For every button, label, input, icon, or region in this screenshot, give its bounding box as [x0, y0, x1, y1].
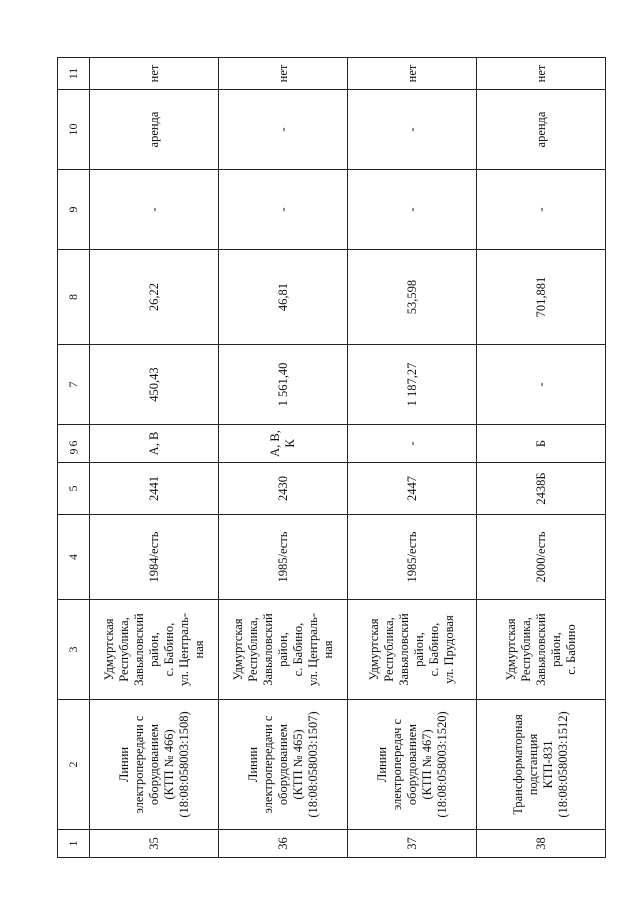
row-number: 35	[90, 830, 219, 858]
cost-value: 701,881	[477, 250, 606, 345]
column-header: 11	[58, 58, 90, 90]
cost-value: 53,598	[348, 250, 477, 345]
row-number: 36	[219, 830, 348, 858]
encumbrance: аренда	[90, 90, 219, 170]
column-header: 2	[58, 700, 90, 830]
column-header: 7	[58, 345, 90, 425]
category: -	[348, 425, 477, 463]
area-value: 1 561,40	[219, 345, 348, 425]
row-number: 37	[348, 830, 477, 858]
area-value: -	[477, 345, 606, 425]
inventory-number: 2447	[348, 463, 477, 515]
category: А, В	[90, 425, 219, 463]
column-header: 8	[58, 250, 90, 345]
inventory-number: 2441	[90, 463, 219, 515]
table-row	[90, 58, 219, 858]
object-name: Линии электропередачи с оборудованием (КТП № 465) (18:08:058003:1507)	[219, 700, 348, 830]
col11-value: нет	[219, 58, 348, 90]
header-row	[58, 58, 90, 858]
row-number: 38	[477, 830, 606, 858]
object-address: Удмуртская Республика, Завьяловский район, с. Бабино, ул. Централь- ная	[219, 600, 348, 700]
object-name: Линии электропередач с оборудованием (КТП № 467) (18:08:058003:1520)	[348, 700, 477, 830]
col11-value: нет	[348, 58, 477, 90]
col9-value: -	[477, 170, 606, 250]
inventory-number: 2430	[219, 463, 348, 515]
object-address: Удмуртская Республика, Завьяловский район, с. Бабино	[477, 600, 606, 700]
col9-value: -	[219, 170, 348, 250]
table-row	[348, 58, 477, 858]
col11-value: нет	[477, 58, 606, 90]
table-row	[477, 58, 606, 858]
table-row	[219, 58, 348, 858]
encumbrance: аренда	[477, 90, 606, 170]
column-header: 4	[58, 515, 90, 600]
column-header: 5	[58, 463, 90, 515]
area-value: 1 187,27	[348, 345, 477, 425]
object-name: Линии электропередачи с оборудованием (КТП № 466) (18:08:058003:1508)	[90, 700, 219, 830]
column-header: 3	[58, 600, 90, 700]
page-number: 9	[66, 448, 81, 455]
year-commissioned: 1984/есть	[90, 515, 219, 600]
cost-value: 26,22	[90, 250, 219, 345]
object-address: Удмуртская Республика, Завьяловский район, с. Бабино, ул. Прудовая	[348, 600, 477, 700]
encumbrance: -	[348, 90, 477, 170]
object-name: Трансформаторная подстанция КТП-831 (18:08:058003:1512)	[477, 700, 606, 830]
category: Б	[477, 425, 606, 463]
column-header: 9	[58, 170, 90, 250]
col11-value: нет	[90, 58, 219, 90]
year-commissioned: 2000/есть	[477, 515, 606, 600]
column-header: 1	[58, 830, 90, 858]
inventory-number: 2438Б	[477, 463, 606, 515]
area-value: 450,43	[90, 345, 219, 425]
category: А, В, К	[219, 425, 348, 463]
col9-value: -	[90, 170, 219, 250]
year-commissioned: 1985/есть	[348, 515, 477, 600]
object-address: Удмуртская Республика, Завьяловский район, с. Бабино, ул. Централь- ная	[90, 600, 219, 700]
year-commissioned: 1985/есть	[219, 515, 348, 600]
col9-value: -	[348, 170, 477, 250]
column-header: 10	[58, 90, 90, 170]
cost-value: 46,81	[219, 250, 348, 345]
property-table	[57, 57, 606, 858]
rotated-table-wrapper	[57, 58, 582, 858]
encumbrance: -	[219, 90, 348, 170]
column-header: 6	[58, 425, 90, 463]
